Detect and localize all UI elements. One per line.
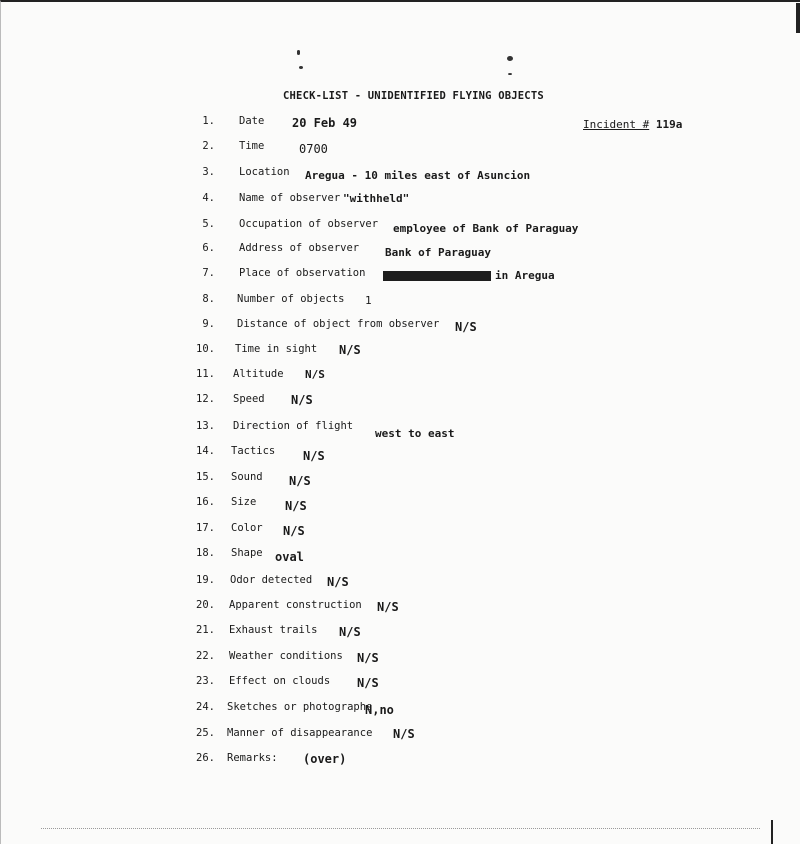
item-label: Weather conditions	[229, 650, 343, 662]
punch-mark	[508, 73, 512, 75]
scan-mark	[771, 820, 773, 844]
item-label: Color	[231, 522, 263, 534]
item-number: 26.	[196, 752, 215, 764]
item-label: Time	[239, 140, 265, 152]
item-number: 24.	[196, 701, 215, 713]
item-label: Odor detected	[230, 574, 313, 586]
item-number: 23.	[196, 675, 215, 687]
item-value: 0700	[299, 142, 328, 156]
item-number: 15.	[196, 471, 215, 483]
item-number: 5.	[202, 218, 215, 230]
item-label: Occupation of observer	[239, 218, 379, 230]
incident-label: Incident #	[583, 118, 650, 131]
item-number: 12.	[196, 393, 215, 405]
item-value: Bank of Paraguay	[385, 246, 491, 259]
item-label: Time in sight	[235, 343, 318, 355]
item-label: Address of observer	[239, 242, 360, 254]
item-number: 11.	[196, 368, 215, 380]
item-label: Shape	[231, 547, 263, 559]
item-value: N/S	[283, 524, 305, 538]
item-label: Distance of object from observer	[237, 318, 440, 330]
item-label: Altitude	[233, 368, 284, 380]
item-value: (over)	[303, 752, 347, 766]
item-value: 1	[365, 294, 372, 307]
item-number: 10.	[196, 343, 215, 355]
item-value: N/S	[357, 676, 379, 690]
item-label: Direction of flight	[233, 420, 354, 432]
item-value: N/S	[357, 651, 379, 665]
item-number: 8.	[202, 293, 215, 305]
item-label: Size	[231, 496, 257, 508]
item-label: Location	[239, 166, 290, 178]
item-number: 16.	[196, 496, 215, 508]
item-number: 22.	[196, 650, 215, 662]
item-value: N/S	[303, 449, 325, 463]
item-number: 20.	[196, 599, 215, 611]
item-number: 25.	[196, 727, 215, 739]
item-value: employee of Bank of Paraguay	[393, 222, 579, 235]
item-label: Apparent construction	[229, 599, 362, 611]
item-value: in Aregua	[495, 269, 555, 282]
item-number: 1.	[202, 115, 215, 127]
item-value: oval	[275, 550, 304, 564]
item-number: 4.	[202, 192, 215, 204]
corner-mark	[796, 3, 800, 33]
item-number: 13.	[196, 420, 215, 432]
item-number: 18.	[196, 547, 215, 559]
item-label: Number of objects	[237, 293, 345, 305]
item-label: Exhaust trails	[229, 624, 318, 636]
item-value: Aregua - 10 miles east of Asuncion	[305, 169, 531, 182]
incident-number	[583, 118, 682, 131]
item-value: N/S	[305, 368, 325, 381]
item-label: Date	[239, 115, 265, 127]
item-number: 2.	[202, 140, 215, 152]
item-label: Place of observation	[239, 267, 366, 279]
item-label: Speed	[233, 393, 265, 405]
item-number: 14.	[196, 445, 215, 457]
item-value: N/S	[455, 320, 477, 334]
incident-value: 119a	[655, 118, 683, 131]
item-value-group	[383, 269, 555, 282]
item-value: N/S	[289, 474, 311, 488]
item-value: 20 Feb 49	[292, 116, 358, 130]
punch-mark	[507, 56, 513, 61]
item-number: 17.	[196, 522, 215, 534]
item-value: "withheld"	[343, 192, 410, 205]
item-label: Tactics	[231, 445, 276, 457]
item-value: west to east	[375, 427, 455, 440]
item-number: 21.	[196, 624, 215, 636]
item-value: N/S	[339, 625, 361, 639]
item-label: Sound	[231, 471, 263, 483]
punch-mark	[299, 66, 303, 69]
item-value: N/S	[377, 600, 399, 614]
scan-edge	[41, 828, 760, 830]
document-title: CHECK-LIST - UNIDENTIFIED FLYING OBJECTS	[283, 90, 544, 102]
item-value: N/S	[339, 343, 361, 357]
item-number: 9.	[202, 318, 215, 330]
item-label: Effect on clouds	[229, 675, 331, 687]
redaction-bar	[383, 271, 491, 281]
item-value: N/S	[285, 499, 307, 513]
item-label: Manner of disappearance	[227, 727, 373, 739]
item-number: 6.	[202, 242, 215, 254]
item-number: 3.	[202, 166, 215, 178]
item-label: Sketches or photographs	[227, 701, 373, 713]
item-value: N/S	[291, 393, 313, 407]
item-number: 19.	[196, 574, 215, 586]
item-number: 7.	[202, 267, 215, 279]
item-value: N/S	[327, 575, 349, 589]
item-value: N/S	[393, 727, 415, 741]
item-label: Remarks:	[227, 752, 278, 764]
item-label: Name of observer	[239, 192, 341, 204]
item-value: N,no	[365, 703, 394, 717]
punch-mark	[297, 50, 300, 55]
